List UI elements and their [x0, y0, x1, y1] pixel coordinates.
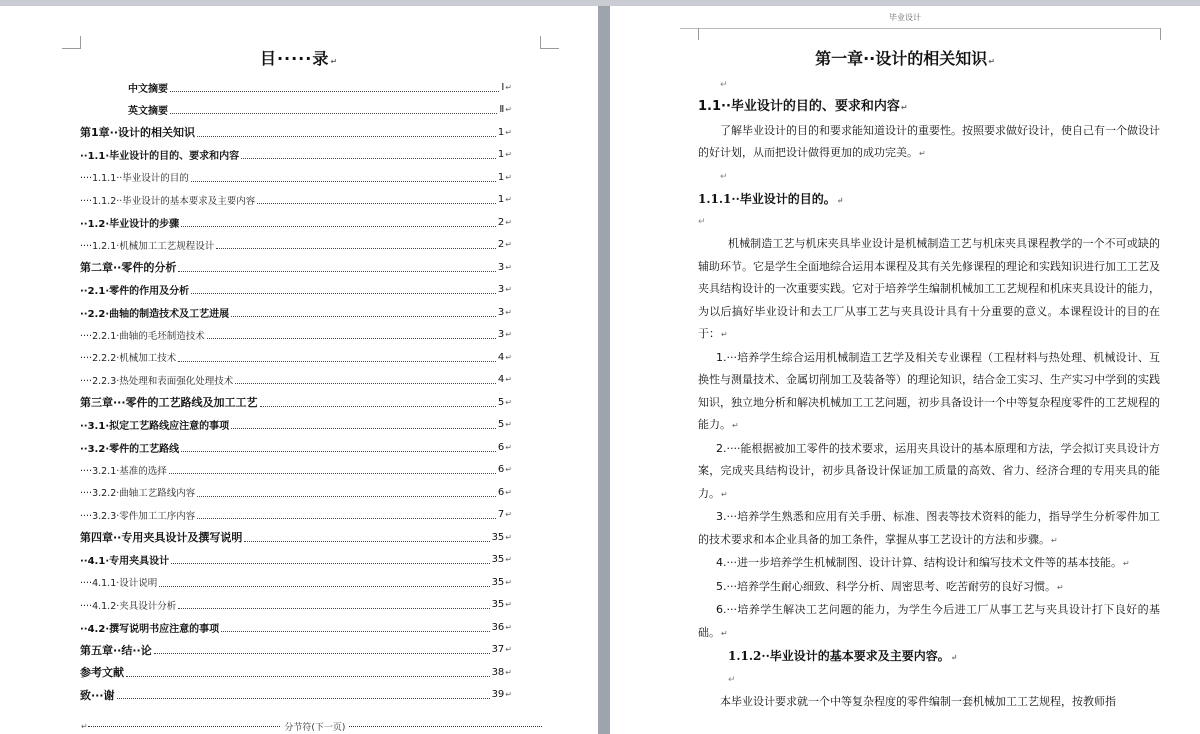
toc-leader-dots — [170, 113, 497, 114]
toc-entry-label: ··3.1·拟定工艺路线应注意的事项 — [80, 421, 230, 433]
toc-entry-label: ····4.1.2·夹具设计分析 — [80, 600, 177, 612]
toc-leader-dots — [171, 563, 489, 564]
toc-entry-label: ····4.1.1·设计说明 — [80, 578, 158, 590]
paragraph-mark: ↵ — [505, 285, 512, 295]
toc-entry[interactable] — [80, 99, 512, 122]
paragraph-mark: ↵ — [505, 487, 512, 497]
toc-entry[interactable] — [80, 144, 512, 167]
paragraph-mark: ↵ — [505, 622, 512, 632]
toc-entry-page: 4 — [497, 374, 505, 386]
toc-leader-dots — [244, 541, 489, 542]
paragraph-mark: ↵ — [505, 307, 512, 317]
toc-entry[interactable] — [80, 414, 512, 437]
purpose-list-item: 3.···培养学生熟悉和应用有关手册、标准、图表等技术资料的能力，指导学生分析零件加工的技术要求和本企业具备的加工条件，掌握从事工艺设计的方法和步骤。↵ — [698, 510, 1160, 546]
paragraph-mark: ↵ — [505, 150, 512, 160]
header-rule — [680, 28, 1160, 29]
toc-entry[interactable] — [80, 324, 512, 347]
toc-entry-label: 第五章··结··论 — [80, 643, 152, 657]
paragraph-mark: ↵ — [505, 397, 512, 407]
toc-entry[interactable] — [80, 301, 512, 324]
toc-entry-page: 36 — [491, 621, 505, 633]
toc-entry[interactable] — [80, 459, 512, 482]
toc-leader-dots — [159, 586, 489, 587]
purpose-list-item: 6.···培养学生解决工艺问题的能力，为学生今后进工厂从事工艺与夹具设计打下良好的基础。↵ — [698, 603, 1160, 639]
toc-list — [80, 76, 512, 706]
toc-entry-page: 1 — [497, 171, 505, 183]
toc-entry[interactable] — [80, 391, 512, 414]
paragraph-mark: ↵ — [505, 172, 512, 182]
toc-entry-label: ····3.2.1·基准的选择 — [80, 465, 167, 477]
toc-leader-dots — [117, 698, 490, 699]
toc-entry-page: 7 — [497, 509, 505, 521]
toc-entry-page: 39 — [491, 689, 505, 701]
toc-entry[interactable] — [80, 526, 512, 549]
purpose-list-item: 2.····能根据被加工零件的技术要求，运用夹具设计的基本原理和方法，学会拟订夹具设计方案，完成夹具结构设计，初步具备设计保证加工质量的高效、省力、经济合理的专用夹具的能力。↵ — [698, 441, 1160, 500]
toc-leader-dots — [260, 406, 496, 407]
toc-leader-dots — [170, 91, 499, 92]
purpose-list-item: 5.···培养学生耐心细致、科学分析、周密思考、吃苦耐劳的良好习惯。↵ — [716, 579, 1064, 593]
toc-entry[interactable] — [80, 661, 512, 684]
toc-entry-label: ··4.1·专用夹具设计 — [80, 556, 170, 568]
paragraph-mark: ↵ — [505, 465, 512, 475]
toc-entry-page: 1 — [497, 194, 505, 206]
purpose-list — [698, 347, 1160, 646]
toc-entry-label: ····2.2.1·曲轴的毛坯制造技术 — [80, 330, 205, 342]
toc-entry-page: 6 — [497, 486, 505, 498]
toc-entry-label: ····1.1.1··毕业设计的目的 — [80, 173, 189, 185]
requirements-paragraph: 本毕业设计要求就一个中等复杂程度的零件编制一套机械加工工艺规程，按教师指 — [720, 694, 1116, 708]
toc-leader-dots — [221, 631, 489, 632]
toc-entry-page: 37 — [491, 644, 505, 656]
toc-leader-dots — [197, 496, 496, 497]
toc-entry[interactable] — [80, 436, 512, 459]
paragraph-mark: ↵ — [505, 127, 512, 137]
toc-entry[interactable] — [80, 504, 512, 527]
toc-entry[interactable] — [80, 234, 512, 257]
section-break-label: 分节符(下一页) — [284, 723, 346, 733]
purpose-list-item: 1.···培养学生综合运用机械制造工艺学及相关专业课程（工程材料与热处理、机械设计、互换性与测量技术、金属切削加工及装备等）的理论知识，结合金工实习、生产实习中学到的实践知识，独立地分析和解决机械加工工艺问题，初步具备设计一个中等复杂程度零件的工艺规程的能力。↵ — [698, 350, 1160, 431]
toc-leader-dots — [197, 518, 496, 519]
toc-entry[interactable] — [80, 594, 512, 617]
toc-leader-dots — [191, 181, 496, 182]
toc-entry-label: 中文摘要 — [128, 83, 168, 95]
toc-entry-label: ····2.2.3·热处理和表面强化处理技术 — [80, 375, 234, 387]
paragraph-mark: ↵ — [505, 262, 512, 272]
crop-mark-top-right — [1160, 28, 1179, 40]
purpose-list-item: 4.···进一步培养学生机械制图、设计计算、结构设计和编写技术文件等的基本技能。↵ — [716, 556, 1130, 569]
paragraph-mark: ↵ — [505, 510, 512, 520]
toc-entry-page: 5 — [497, 396, 505, 408]
toc-entry-page: 35 — [491, 576, 505, 588]
empty-paragraph: ↵ — [698, 217, 706, 227]
toc-entry-page: 6 — [497, 441, 505, 453]
toc-entry-label: 第二章··零件的分析 — [80, 261, 177, 275]
heading-1-1-2: 1.1.2··毕业设计的基本要求及主要内容。↵ — [728, 649, 958, 663]
purpose-paragraph: 机械制造工艺与机床夹具毕业设计是机械制造工艺与机床夹具课程教学的一个不可或缺的辅助环节。它是学生全面地综合运用本课程及其有关先修课程的理论和实践知识进行加工工艺及夹具结构设计的一次重要实践。它对于培养学生编制机械加工工艺规程和机床夹具设计的能力，为以后搞好毕业设计和去工厂从事工艺与夹具设计具有十分重要的意义。本课程设计的目的在于：↵ — [698, 237, 1160, 340]
toc-leader-dots — [178, 608, 489, 609]
empty-paragraph: ↵ — [720, 171, 728, 182]
toc-entry-page: 35 — [491, 599, 505, 611]
toc-leader-dots — [257, 203, 496, 204]
toc-entry-label: 参考文献 — [80, 666, 124, 680]
toc-entry-page: 1 — [497, 126, 505, 138]
toc-leader-dots — [241, 158, 496, 159]
toc-entry-page: 5 — [497, 419, 505, 431]
toc-leader-dots — [216, 248, 496, 249]
toc-entry-page: 38 — [491, 666, 505, 678]
toc-entry-label: ··2.1·零件的作用及分析 — [80, 286, 190, 298]
paragraph-mark: ↵ — [505, 600, 512, 610]
paragraph-mark: ↵ — [505, 352, 512, 362]
toc-entry-page: 4 — [497, 351, 505, 363]
paragraph-mark: ↵ — [505, 330, 512, 340]
toc-entry-page: Ⅱ — [499, 104, 505, 116]
empty-paragraph: ↵ — [728, 674, 736, 685]
toc-leader-dots — [154, 653, 490, 654]
toc-leader-dots — [178, 361, 496, 362]
toc-entry-page: Ⅰ — [501, 81, 505, 93]
toc-entry-label: ····1.1.2··毕业设计的基本要求及主要内容 — [80, 195, 256, 207]
toc-entry-label: ··4.2·撰写说明书应注意的事项 — [80, 623, 220, 635]
toc-leader-dots — [235, 383, 496, 384]
paragraph-mark: ↵ — [505, 442, 512, 452]
toc-leader-dots — [178, 271, 496, 272]
toc-entry-label: 第1章··设计的相关知识 — [80, 126, 196, 140]
toc-leader-dots — [231, 428, 496, 429]
toc-entry-label: 第三章···零件的工艺路线及加工工艺 — [80, 396, 258, 410]
page-header: 毕业设计 — [889, 13, 921, 22]
paragraph-mark: ↵ — [505, 555, 512, 565]
paragraph-mark: ↵ — [505, 532, 512, 542]
toc-entry-label: ··3.2·零件的工艺路线 — [80, 443, 180, 455]
paragraph-mark: ↵ — [505, 105, 512, 115]
toc-entry[interactable] — [80, 481, 512, 504]
toc-entry[interactable] — [80, 369, 512, 392]
heading-1-1: 1.1··毕业设计的目的、要求和内容↵ — [698, 99, 908, 114]
paragraph-mark: ↵ — [505, 240, 512, 250]
toc-entry-page: 3 — [497, 284, 505, 296]
toc-entry-label: 致···谢 — [80, 688, 115, 702]
toc-entry-page: 2 — [497, 216, 505, 228]
paragraph-mark: ↵ — [505, 217, 512, 227]
toc-entry-label: ····1.2.1·机械加工工艺规程设计 — [80, 240, 215, 252]
paragraph-mark: ↵ — [505, 375, 512, 385]
toc-entry[interactable] — [80, 211, 512, 234]
toc-leader-dots — [191, 293, 496, 294]
toc-entry-label: 第四章··专用夹具设计及撰写说明 — [80, 531, 243, 545]
paragraph-mark: ↵ — [505, 645, 512, 655]
toc-entry-page: 6 — [497, 464, 505, 476]
toc-leader-dots — [231, 316, 496, 317]
paragraph-mark: ↵ — [505, 690, 512, 700]
toc-entry[interactable] — [80, 76, 512, 99]
toc-entry[interactable] — [80, 549, 512, 572]
chapter-page[interactable] — [610, 6, 1200, 734]
heading-1-1-1: 1.1.1··毕业设计的目的。↵ — [698, 191, 844, 206]
toc-entry[interactable] — [80, 121, 512, 144]
paragraph-mark: ↵ — [505, 667, 512, 677]
toc-entry[interactable] — [80, 256, 512, 279]
paragraph-mark: ↵ — [505, 420, 512, 430]
toc-entry[interactable] — [80, 616, 512, 639]
toc-entry-label: ··1.1·毕业设计的目的、要求和内容 — [80, 151, 240, 163]
toc-leader-dots — [181, 226, 496, 227]
toc-entry[interactable] — [80, 189, 512, 212]
crop-mark-top-left — [680, 28, 699, 40]
toc-entry-page: 3 — [497, 329, 505, 341]
toc-entry-page: 1 — [497, 149, 505, 161]
toc-entry-page: 35 — [491, 531, 505, 543]
toc-page[interactable] — [0, 6, 598, 734]
toc-entry[interactable] — [80, 684, 512, 707]
toc-entry-label: ····3.2.2·曲轴工艺路线内容 — [80, 488, 196, 500]
chapter-body — [698, 74, 1160, 713]
toc-leader-dots — [181, 451, 496, 452]
toc-entry[interactable] — [80, 571, 512, 594]
toc-entry[interactable] — [80, 279, 512, 302]
toc-entry-page: 3 — [497, 306, 505, 318]
empty-paragraph: ↵ — [720, 80, 728, 90]
toc-entry[interactable] — [80, 639, 512, 662]
toc-entry-label: ··1.2·毕业设计的步骤 — [80, 218, 180, 230]
toc-entry-page: 3 — [497, 261, 505, 273]
toc-entry-label: 英文摘要 — [128, 106, 168, 118]
toc-entry[interactable] — [80, 346, 512, 369]
section-break: ↵ 分节符(下一页) — [80, 720, 542, 733]
toc-entry-page: 35 — [491, 554, 505, 566]
paragraph-mark: ↵ — [505, 195, 512, 205]
toc-entry-label: ····2.2.2·机械加工技术 — [80, 353, 177, 365]
toc-leader-dots — [207, 338, 496, 339]
toc-leader-dots — [197, 136, 496, 137]
toc-entry[interactable] — [80, 166, 512, 189]
toc-leader-dots — [169, 473, 496, 474]
toc-entry-label: ··2.2·曲轴的制造技术及工艺进展 — [80, 308, 230, 320]
toc-leader-dots — [126, 676, 490, 677]
chapter-title: 第一章··设计的相关知识↵ — [815, 49, 995, 68]
paragraph-mark: ↵ — [505, 577, 512, 587]
toc-title: 目·····录↵ — [259, 49, 339, 68]
toc-entry-label: ····3.2.3·零件加工工序内容 — [80, 510, 196, 522]
toc-entry-page: 2 — [497, 239, 505, 251]
paragraph-mark: ↵ — [505, 82, 512, 92]
intro-paragraph: 了解毕业设计的目的和要求能知道设计的重要性。按照要求做好设计，使自己有一个做设计的好计划，从而把设计做得更加的成功完美。↵ — [698, 123, 1160, 159]
